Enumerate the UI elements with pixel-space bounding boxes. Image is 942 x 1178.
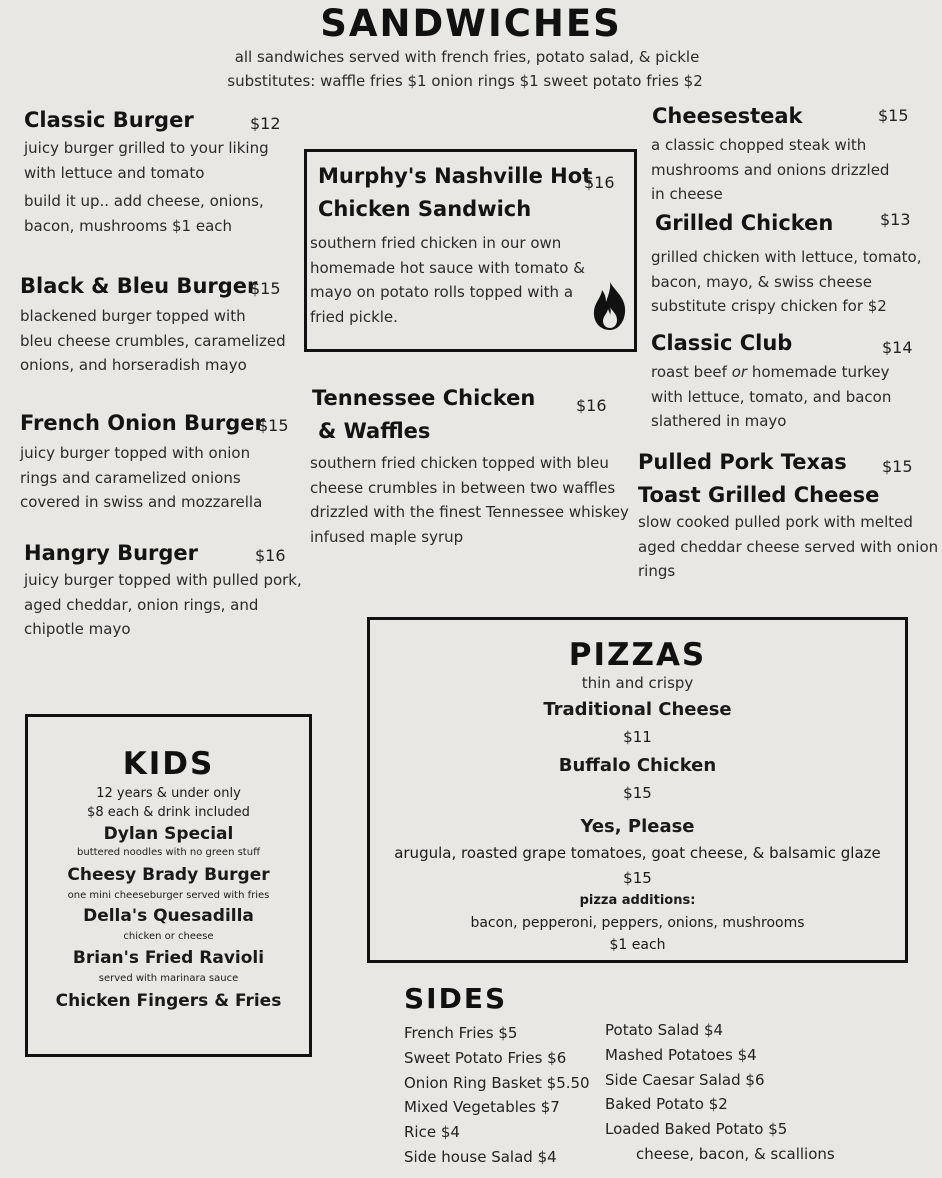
side-item: Baked Potato $2 [605,1095,728,1114]
item-name: Grilled Chicken [655,211,834,235]
item-name: Cheesy Brady Burger [67,865,270,885]
sides-list-left [404,1021,590,1170]
side-item: French Fries $5 [404,1024,518,1042]
side-item: Rice $4 [404,1123,460,1142]
item-name: Hangry Burger [24,541,199,565]
item-description: southern fried chicken in our own homemade hot sauce with tomato & mayo on potato rolls topped with a fried pickle. [310,234,585,326]
side-item: Sweet Potato Fries $6 [404,1048,567,1067]
pizza-item-yes-please [370,814,905,890]
item-name: Dylan Special [103,824,234,844]
pizza-additions: bacon, pepperoni, peppers, onions, mushrooms [470,915,805,931]
sandwiches-subtitle-2: substitutes: waffle fries $1 onion rings $1 sweet potato fries $2 [227,72,703,90]
pizza-item-traditional-cheese [370,698,905,752]
item-name: French Onion Burger [20,411,265,435]
item-name: Classic Club [651,331,793,355]
item-name: Black & Bleu Burger [20,274,258,298]
item-price: $15 [882,457,913,476]
item-price: $15 [878,106,909,125]
pizzas-section [370,636,905,956]
item-price: $11 [623,728,652,746]
item-name: Traditional Cheese [543,699,732,720]
sides-list-right [605,1018,835,1167]
item-description: buttered noodles with no green stuff [77,847,260,858]
kids-section [28,744,309,1017]
kids-title: KIDS [122,746,215,782]
item-name: Chicken Fingers & Fries [55,991,282,1011]
side-item: Potato Salad $4 [605,1021,724,1039]
kids-item-cheesy-brady-burger [28,860,309,902]
pizza-additions-price: $1 each [609,937,666,953]
item-description: one mini cheeseburger served with fries [67,890,270,901]
item-name: Pulled Pork Texas [638,450,847,474]
sides-title: SIDES [404,982,508,1015]
item-price: $15 [250,279,281,298]
item-description: juicy burger grilled to your liking with lettuce and tomato [24,139,269,182]
item-price: $12 [250,114,281,133]
item-description: slow cooked pulled pork with melted aged cheddar cheese served with onion rings [638,513,939,580]
side-item: Mixed Vegetables $7 [404,1098,560,1117]
item-description: blackened burger topped with bleu cheese crumbles, caramelized onions, and horseradish mayo [20,307,286,374]
item-price: $16 [255,546,286,565]
pizzas-subtitle: thin and crispy [581,674,694,692]
side-item: Side Caesar Salad $6 [605,1070,765,1089]
item-description: juicy burger topped with onion rings and caramelized onions covered in swiss and mozzarella [20,444,263,511]
item-price: $15 [623,784,652,802]
side-item: Mashed Potatoes $4 [605,1045,757,1064]
item-description: juicy burger topped with pulled pork, aged cheddar, onion rings, and chipotle mayo [24,571,302,638]
kids-item-chicken-fingers-fries [28,985,309,1017]
item-name-line-2: Toast Grilled Cheese [638,483,880,507]
item-name: Murphy's Nashville Hot [318,164,593,188]
side-item: Onion Ring Basket $5.50 [404,1073,590,1092]
item-name-line-2: Chicken Sandwich [318,197,532,221]
pizza-item-buffalo-chicken [370,754,905,808]
side-item: Side house Salad $4 [404,1147,557,1166]
item-description: arugula, roasted grape tomatoes, goat cheese, & balsamic glaze [394,844,881,862]
item-name: Cheesesteak [652,104,803,128]
item-name: Della's Quesadilla [83,906,254,926]
sandwiches-subtitle-1: all sandwiches served with french fries, potato salad, & pickle [234,48,700,66]
side-item: Loaded Baked Potato $5 [605,1120,788,1139]
item-price: $15 [258,416,289,435]
pizza-additions-title: pizza additions: [579,893,696,908]
item-name: Tennessee Chicken [312,386,536,410]
item-price: $16 [584,173,615,192]
pizzas-title: PIZZAS [568,637,707,673]
item-name: Yes, Please [580,816,695,837]
item-description: southern fried chicken topped with bleu cheese crumbles in between two waffles drizzled with the finest Tennessee whiskey infused maple syrup [310,454,629,546]
item-price: $13 [880,210,911,229]
kids-age-note: 12 years & under only [96,786,241,801]
item-description: served with marinara sauce [98,973,239,984]
item-description: roast beef or homemade turkey with lettuce, tomato, and bacon slathered in mayo [651,363,892,430]
item-extra: build it up.. add cheese, onions, bacon, mushrooms $1 each [24,192,264,235]
kids-item-brians-fried-ravioli [28,943,309,985]
fire-icon [590,280,630,332]
item-price: $14 [882,338,913,357]
item-description: a classic chopped steak with mushrooms and onions drizzled in cheese [651,136,890,203]
item-description: chicken or cheese [123,931,214,942]
item-name: Brian's Fried Ravioli [72,948,265,968]
item-price: $15 [623,869,652,887]
kids-item-dylan-special [28,822,309,860]
side-item-note: cheese, bacon, & scallions [636,1144,835,1163]
item-price: $16 [576,396,607,415]
kids-price-note: $8 each & drink included [87,805,250,820]
item-description: grilled chicken with lettuce, tomato, bacon, mayo, & swiss cheese substitute crispy chicken for $2 [651,248,922,315]
item-name: Classic Burger [24,108,194,132]
item-name: Buffalo Chicken [558,755,717,776]
sandwiches-title: SANDWICHES [320,2,622,45]
kids-item-dellas-quesadilla [28,902,309,943]
item-name-line-2: & Waffles [318,419,431,443]
